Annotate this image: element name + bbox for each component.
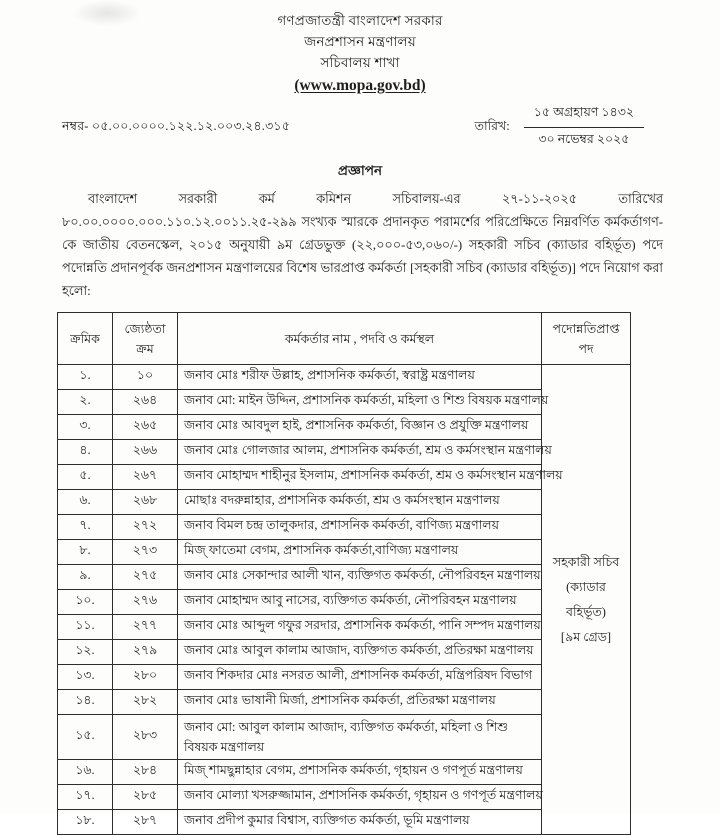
cell-details: জনাব মোহাম্মদ শাহীনুর ইসলাম, প্রশাসনিক কর্মকর্তা, শ্রম ও কর্মসংস্থান মন্ত্রণালয় — [178, 465, 542, 490]
date-block — [475, 104, 644, 151]
cell-details: জনাব বিমল চন্দ্র তালুকদার, প্রশাসনিক কর্মকর্তা, বাণিজ্য মন্ত্রণালয় — [178, 515, 542, 540]
header-seniority: জ্যেষ্ঠতা ক্রম — [113, 313, 178, 365]
cell-seniority: ২৭৩ — [113, 540, 178, 565]
cell-serial: ৬. — [58, 490, 113, 515]
cell-seniority: ২৮৫ — [113, 785, 178, 810]
table-header — [58, 313, 631, 365]
cell-seniority: ২৬৭ — [113, 465, 178, 490]
promoted-post-line: বহির্ভূত) — [566, 604, 606, 619]
cell-serial: ৫. — [58, 465, 113, 490]
government-name: গণপ্রজাতন্ত্রী বাংলাদেশ সরকার — [277, 13, 443, 28]
cell-serial: ১২. — [58, 640, 113, 665]
header-serial: ক্রমিক — [58, 313, 113, 365]
cell-seniority: ১০ — [113, 365, 178, 390]
cell-serial: ১৫. — [58, 715, 113, 760]
section-name: সচিবালয় শাখা — [320, 55, 400, 70]
cell-details: জনাব মোঃ শরীফ উল্লাহ, প্রশাসনিক কর্মকর্তা, স্বরাষ্ট্র মন্ত্রণালয় — [178, 365, 542, 390]
cell-details: জনাব প্রদীপ কুমার বিশ্বাস, ব্যক্তিগত কর্মকর্তা, ভূমি মন্ত্রণালয় — [178, 810, 542, 835]
cell-serial: ১৪. — [58, 690, 113, 715]
cell-seniority: ২৮২ — [113, 690, 178, 715]
website-line — [0, 75, 720, 96]
memo-row — [0, 102, 720, 152]
cell-details: জনাব মো: মাইন উদ্দিন, প্রশাসনিক কর্মকর্তা, মহিলা ও শিশু বিষয়ক মন্ত্রণালয় — [178, 390, 542, 415]
cell-serial: ১৮. — [58, 810, 113, 835]
cell-seniority: ২৬৬ — [113, 440, 178, 465]
cell-serial: ৩. — [58, 415, 113, 440]
table-body — [58, 365, 631, 835]
cell-details: জনাব মোঃ আবদুল হাই, প্রশাসনিক কর্মকর্তা, বিজ্ঞান ও প্রযুক্তি মন্ত্রণালয় — [178, 415, 542, 440]
cell-details: জনাব মো: আবুল কালাম আজাদ, ব্যক্তিগত কর্মকর্তা, মহিলা ও শিশু বিষয়ক মন্ত্রণালয় — [178, 715, 542, 760]
header-name-post: কর্মকর্তার নাম , পদবি ও কর্মস্থল — [178, 313, 542, 365]
cell-details: মিজ্ শামছুন্নাহার বেগম, প্রশাসনিক কর্মকর্তা, গৃহায়ন ও গণপূর্ত মন্ত্রণালয় — [178, 760, 542, 785]
letterhead — [0, 0, 720, 96]
notification-title: প্রজ্ঞাপন — [337, 163, 383, 178]
cell-serial: ২. — [58, 390, 113, 415]
cell-details: জনাব মোঃ আব্দুল গফুর সরদার, প্রশাসনিক কর্মকর্তা, পানি সম্পদ মন্ত্রণালয় — [178, 615, 542, 640]
cell-seniority: ২৭৭ — [113, 615, 178, 640]
cell-serial: ১. — [58, 365, 113, 390]
promoted-post-line: [৯ম গ্রেড] — [560, 629, 612, 644]
cell-details: জনাব শিকদার মোঃ নসরত আলী, প্রশাসনিক কর্মকর্তা, মন্ত্রিপরিষদ বিভাগ — [178, 665, 542, 690]
cell-seniority: ২৭৯ — [113, 640, 178, 665]
table-row — [58, 365, 631, 390]
promoted-post-line: (ক্যাডার — [566, 579, 606, 594]
cell-seniority: ২৭৫ — [113, 565, 178, 590]
cell-seniority: ২৬৫ — [113, 415, 178, 440]
cell-seniority: ২৮৪ — [113, 760, 178, 785]
cell-details: জনাব মোহাম্মদ আবু নাসের, ব্যক্তিগত কর্মকর্তা, নৌপরিবহন মন্ত্রণালয় — [178, 590, 542, 615]
table-row — [58, 465, 631, 490]
date-gregorian: ৩০ নভেম্বর ২০২৫ — [538, 132, 630, 146]
website-link[interactable]: (www.mopa.gov.bd) — [294, 77, 426, 94]
cell-details: জনাব মোল্যা খসরুজ্জামান, প্রশাসনিক কর্মকর্তা, গৃহায়ন ও গণপূর্ত মন্ত্রণালয় — [178, 785, 542, 810]
cell-serial: ১৬. — [58, 760, 113, 785]
table-row — [58, 390, 631, 415]
cell-serial: ৪. — [58, 440, 113, 465]
cell-serial: ১০. — [58, 590, 113, 615]
cell-serial: ১৭. — [58, 785, 113, 810]
body-paragraph: বাংলাদেশ সরকারী কর্ম কমিশন সচিবালয়-এর ২৭-১১-২০২৫ তারিখের ৮০.০০.০০০০.০০০.১১০.১২.০০১১.২৫-২৯৯ সংখ্যক স্মারকে প্রদানকৃত পরামর্শের পরিপ্রেক্ষিতে নিম্নবর্ণিত কর্মকর্তাগণ-কে জাতীয় বেতনস্কেল, ২০১৫ অনুযায়ী ৯ম গ্রেডভুক্ত (২২,০০০-৫৩,০৬০/-) সহকারী সচিব (ক্যাডার বহির্ভূত) পদে পদোন্নতি প্রদানপূর্বক জনপ্রশাসন মন্ত্রণালয়ের বিশেষ ভারপ্রাপ্ত কর্মকর্তা [সহকারী সচিব (ক্যাডার বহির্ভূত)] পদে নিয়োগ করা হলো: — [62, 192, 663, 298]
cell-details: জনাব মোঃ গোলজার আলম, প্রশাসনিক কর্মকর্তা, শ্রম ও কর্মসংস্থান মন্ত্রণালয় — [178, 440, 542, 465]
header-promoted-post: পদোন্নতিপ্রাপ্ত পদ — [542, 313, 631, 365]
cell-seniority: ২৮০ — [113, 665, 178, 690]
cell-seniority: ২৬৪ — [113, 390, 178, 415]
cell-details: মিজ্ ফাতেমা বেগম, প্রশাসনিক কর্মকর্তা,বাণিজ্য মন্ত্রণালয় — [178, 540, 542, 565]
cell-serial: ৭. — [58, 515, 113, 540]
promoted-post-cell — [542, 365, 631, 835]
cell-seniority: ২৮৩ — [113, 715, 178, 760]
cell-seniority: ২৭৬ — [113, 590, 178, 615]
cell-serial: ৯. — [58, 565, 113, 590]
cell-details: জনাব মোঃ সেকান্দার আলী খান, ব্যক্তিগত কর্মকর্তা, নৌপরিবহন মন্ত্রণালয় — [178, 565, 542, 590]
table-row — [58, 440, 631, 465]
cell-serial: ১৩. — [58, 665, 113, 690]
cell-details: মোছাঃ বদরুন্নাহার, প্রশাসনিক কর্মকর্তা, শ্রম ও কর্মসংস্থান মন্ত্রণালয় — [178, 490, 542, 515]
date-bangla: ১৫ অগ্রহায়ণ ১৪৩২ — [524, 104, 644, 128]
date-label: তারিখ: — [474, 118, 510, 133]
memo-number: নম্বর- ০৫.০০.০০০০.১২২.১২.০০৩.২৪.৩১৫ — [62, 119, 291, 133]
date-stack — [524, 104, 644, 151]
promoted-post-line: সহকারী সচিব — [552, 554, 620, 569]
cell-serial: ৮. — [58, 540, 113, 565]
cell-seniority: ২৭২ — [113, 515, 178, 540]
cell-serial: ১১. — [58, 615, 113, 640]
cell-details: জনাব মোঃ ভাষানী মির্জা, প্রশাসনিক কর্মকর্তা, প্রতিরক্ষা মন্ত্রণালয় — [178, 690, 542, 715]
ministry-name: জনপ্রশাসন মন্ত্রণালয় — [304, 34, 416, 49]
officers-table — [57, 312, 631, 835]
cell-seniority: ২৮৭ — [113, 810, 178, 835]
cell-seniority: ২৬৮ — [113, 490, 178, 515]
cell-details: জনাব মোঃ আবুল কালাম আজাদ, ব্যক্তিগত কর্মকর্তা, প্রতিরক্ষা মন্ত্রণালয় — [178, 640, 542, 665]
